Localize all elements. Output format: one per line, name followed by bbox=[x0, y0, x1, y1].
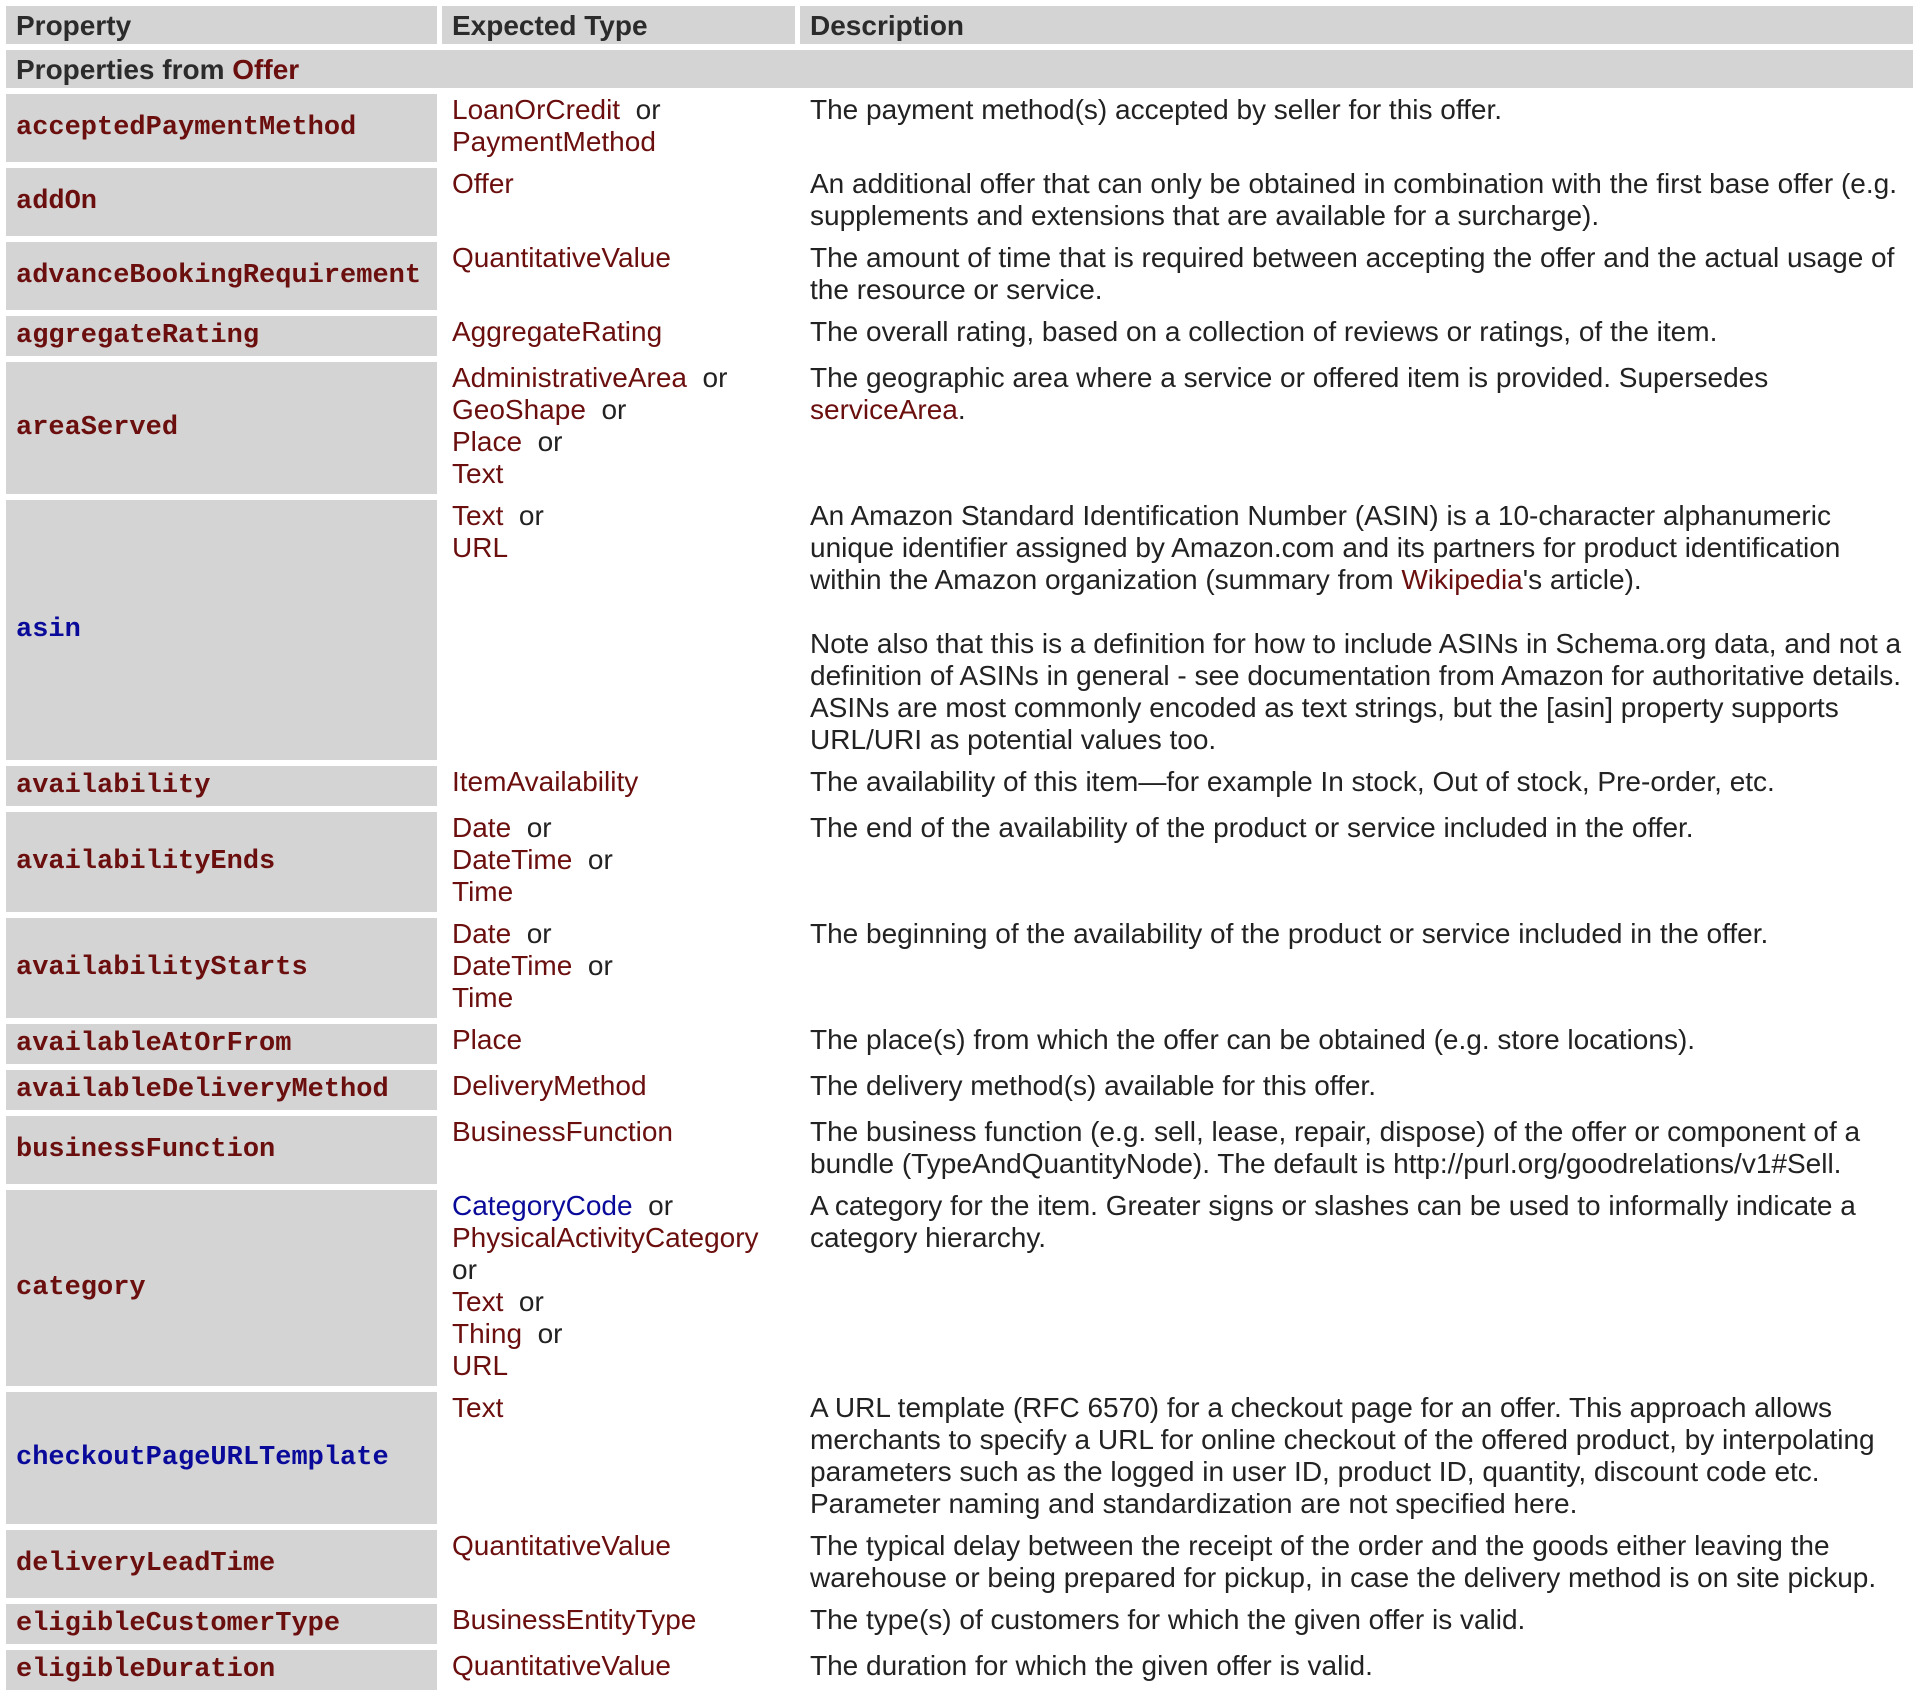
type-link[interactable]: AggregateRating bbox=[452, 316, 663, 347]
or-separator: or bbox=[518, 500, 544, 531]
type-link[interactable]: QuantitativeValue bbox=[452, 1650, 671, 1681]
header-property: Property bbox=[6, 6, 437, 44]
type-link[interactable]: DeliveryMethod bbox=[452, 1070, 647, 1101]
description-text: The place(s) from which the offer can be obtained (e.g. store locations). bbox=[810, 1024, 1696, 1055]
type-entry bbox=[452, 316, 785, 348]
expected-type-cell bbox=[442, 1070, 795, 1110]
type-entry bbox=[452, 982, 785, 1014]
type-link[interactable]: ItemAvailability bbox=[452, 766, 639, 797]
description-text: An additional offer that can only be obtained in combination with the first base offer (e.g. supplements and extensions that are available for a surcharge). bbox=[810, 168, 1897, 231]
description-text: A category for the item. Greater signs or slashes can be used to informally indicate a category hierarchy. bbox=[810, 1190, 1856, 1253]
type-entry bbox=[452, 1116, 785, 1148]
expected-type-cell bbox=[442, 500, 795, 760]
description-cell bbox=[800, 1070, 1913, 1110]
type-entry bbox=[452, 1190, 785, 1222]
or-separator: or bbox=[587, 950, 613, 981]
description-text: . bbox=[957, 394, 966, 425]
type-entry bbox=[452, 1530, 785, 1562]
type-link[interactable]: QuantitativeValue bbox=[452, 242, 671, 273]
property-name-link[interactable]: availableDeliveryMethod bbox=[6, 1070, 437, 1110]
description-text: The typical delay between the receipt of the order and the goods either leaving the warehouse or being prepared for pickup, in case the delivery method is on site pickup. bbox=[810, 1530, 1877, 1593]
description-cell bbox=[800, 1190, 1913, 1386]
table-row bbox=[6, 316, 1913, 356]
expected-type-cell bbox=[442, 1190, 795, 1386]
description-text: The availability of this item—for example In stock, Out of stock, Pre-order, etc. bbox=[810, 766, 1775, 797]
type-link[interactable]: Date bbox=[452, 918, 512, 949]
description-text: The beginning of the availability of the product or service included in the offer. bbox=[810, 918, 1769, 949]
table-row bbox=[6, 1116, 1913, 1184]
description-link[interactable]: serviceArea bbox=[810, 394, 958, 425]
type-entry bbox=[452, 1350, 785, 1382]
type-link[interactable]: QuantitativeValue bbox=[452, 1530, 671, 1561]
table-row bbox=[6, 1024, 1913, 1064]
description-paragraph bbox=[810, 1392, 1903, 1520]
type-link[interactable]: LoanOrCredit bbox=[452, 94, 621, 125]
description-paragraph bbox=[810, 316, 1903, 348]
type-link[interactable]: Time bbox=[452, 982, 514, 1013]
type-link[interactable]: Thing bbox=[452, 1318, 523, 1349]
expected-type-cell bbox=[442, 1650, 795, 1690]
table-header-row bbox=[6, 6, 1913, 44]
property-name-link[interactable]: deliveryLeadTime bbox=[6, 1530, 437, 1598]
type-entry bbox=[452, 394, 785, 426]
description-cell bbox=[800, 500, 1913, 760]
description-text: The business function (e.g. sell, lease, repair, dispose) of the offer or component of a bundle (TypeAndQuantityNode). The default is http://purl.org/goodrelations/v1#Sell. bbox=[810, 1116, 1861, 1179]
property-name-link[interactable]: acceptedPaymentMethod bbox=[6, 94, 437, 162]
expected-type-cell bbox=[442, 812, 795, 912]
type-link[interactable]: BusinessFunction bbox=[452, 1116, 674, 1147]
description-paragraph bbox=[810, 918, 1903, 950]
expected-type-cell bbox=[442, 1024, 795, 1064]
table-row bbox=[6, 1530, 1913, 1598]
description-paragraph bbox=[810, 1530, 1903, 1594]
property-name-link[interactable]: category bbox=[6, 1190, 437, 1386]
type-link[interactable]: Text bbox=[452, 500, 504, 531]
type-link[interactable]: URL bbox=[452, 532, 509, 563]
type-link[interactable]: Text bbox=[452, 1286, 504, 1317]
type-entry bbox=[452, 1286, 785, 1318]
description-cell bbox=[800, 362, 1913, 494]
table-row bbox=[6, 94, 1913, 162]
expected-type-cell bbox=[442, 362, 795, 494]
or-separator: or bbox=[601, 394, 627, 425]
type-entry bbox=[452, 1650, 785, 1682]
description-paragraph bbox=[810, 500, 1903, 596]
description-text: 's article). bbox=[1522, 564, 1642, 595]
expected-type-cell bbox=[442, 1530, 795, 1598]
type-link[interactable]: DateTime bbox=[452, 844, 573, 875]
expected-type-cell bbox=[442, 316, 795, 356]
type-entry bbox=[452, 1604, 785, 1636]
description-cell bbox=[800, 812, 1913, 912]
type-entry bbox=[452, 876, 785, 908]
type-entry bbox=[452, 532, 785, 564]
description-paragraph bbox=[810, 628, 1903, 756]
type-entry bbox=[452, 1222, 785, 1254]
description-text: The type(s) of customers for which the given offer is valid. bbox=[810, 1604, 1526, 1635]
type-link[interactable]: DateTime bbox=[452, 950, 573, 981]
or-separator: or bbox=[537, 1318, 563, 1349]
table-row bbox=[6, 1190, 1913, 1386]
expected-type-cell bbox=[442, 1392, 795, 1524]
property-name-link[interactable]: availabilityEnds bbox=[6, 812, 437, 912]
property-name-link[interactable]: availableAtOrFrom bbox=[6, 1024, 437, 1064]
type-entry bbox=[452, 918, 785, 950]
type-entry bbox=[452, 812, 785, 844]
or-separator: or bbox=[452, 1254, 477, 1285]
table-row bbox=[6, 500, 1913, 760]
type-link[interactable]: PaymentMethod bbox=[452, 126, 656, 157]
table-row bbox=[6, 766, 1913, 806]
property-name-link[interactable]: eligibleDuration bbox=[6, 1650, 437, 1690]
type-link[interactable]: Text bbox=[452, 1392, 504, 1423]
type-entry bbox=[452, 242, 785, 274]
section-offer-link[interactable]: Offer bbox=[232, 54, 300, 85]
table-row bbox=[6, 1604, 1913, 1644]
table-row bbox=[6, 812, 1913, 912]
or-separator: or bbox=[648, 1190, 674, 1221]
type-link[interactable]: AdministrativeArea bbox=[452, 362, 687, 393]
description-cell bbox=[800, 1604, 1913, 1644]
description-paragraph bbox=[810, 1116, 1903, 1180]
description-paragraph bbox=[810, 1024, 1903, 1056]
property-name-link[interactable]: areaServed bbox=[6, 362, 437, 494]
description-cell bbox=[800, 766, 1913, 806]
description-cell bbox=[800, 918, 1913, 1018]
type-entry bbox=[452, 844, 785, 876]
or-separator: or bbox=[635, 94, 661, 125]
description-paragraph bbox=[810, 812, 1903, 844]
properties-table-wrapper bbox=[6, 6, 1918, 1696]
description-text: The delivery method(s) available for this offer. bbox=[810, 1070, 1376, 1101]
type-entry bbox=[452, 1318, 785, 1350]
description-cell bbox=[800, 1530, 1913, 1598]
or-separator: or bbox=[526, 812, 552, 843]
properties-table bbox=[1, 0, 1918, 1696]
expected-type-cell bbox=[442, 94, 795, 162]
or-separator: or bbox=[518, 1286, 544, 1317]
type-link[interactable]: URL bbox=[452, 1350, 509, 1381]
expected-type-cell bbox=[442, 1116, 795, 1184]
or-separator: or bbox=[537, 426, 563, 457]
description-cell bbox=[800, 1650, 1913, 1690]
description-paragraph bbox=[810, 168, 1903, 232]
type-entry bbox=[452, 168, 785, 200]
description-paragraph bbox=[810, 766, 1903, 798]
type-entry bbox=[452, 1070, 785, 1102]
type-link[interactable]: Date bbox=[452, 812, 512, 843]
property-name-link[interactable]: availability bbox=[6, 766, 437, 806]
property-name-link[interactable]: eligibleCustomerType bbox=[6, 1604, 437, 1644]
type-link[interactable]: CategoryCode bbox=[452, 1190, 633, 1221]
header-description: Description bbox=[800, 6, 1913, 44]
type-entry bbox=[452, 950, 785, 982]
type-entry bbox=[452, 1392, 785, 1424]
expected-type-cell bbox=[442, 918, 795, 1018]
description-text: An Amazon Standard Identification Number (ASIN) is a 10-character alphanumeric unique identifier assigned by Amazon.com and its partners for product identification within the Amazon organization (summary from bbox=[810, 500, 1841, 595]
or-line bbox=[452, 1254, 785, 1286]
type-entry bbox=[452, 362, 785, 394]
type-link[interactable]: GeoShape bbox=[452, 394, 586, 425]
section-header-row bbox=[6, 50, 1913, 88]
type-entry bbox=[452, 1024, 785, 1056]
or-separator: or bbox=[587, 844, 613, 875]
or-separator: or bbox=[702, 362, 728, 393]
type-entry bbox=[452, 766, 785, 798]
description-paragraph bbox=[810, 1650, 1903, 1682]
type-entry bbox=[452, 458, 785, 490]
type-link[interactable]: Offer bbox=[452, 168, 514, 199]
expected-type-cell bbox=[442, 766, 795, 806]
section-header bbox=[6, 50, 1913, 88]
expected-type-cell bbox=[442, 168, 795, 236]
type-entry bbox=[452, 94, 785, 126]
section-prefix: Properties from bbox=[16, 54, 233, 85]
description-cell bbox=[800, 1392, 1913, 1524]
table-row bbox=[6, 362, 1913, 494]
description-cell bbox=[800, 94, 1913, 162]
description-paragraph bbox=[810, 1190, 1903, 1254]
description-text: The amount of time that is required between accepting the offer and the actual usage of the resource or service. bbox=[810, 242, 1895, 305]
property-name-link[interactable]: checkoutPageURLTemplate bbox=[6, 1392, 437, 1524]
property-name-link[interactable]: businessFunction bbox=[6, 1116, 437, 1184]
description-paragraph bbox=[810, 1070, 1903, 1102]
table-row bbox=[6, 918, 1913, 1018]
table-row bbox=[6, 1392, 1913, 1524]
property-name-link[interactable]: advanceBookingRequirement bbox=[6, 242, 437, 310]
type-entry bbox=[452, 500, 785, 532]
type-link[interactable]: Place bbox=[452, 426, 523, 457]
table-row bbox=[6, 168, 1913, 236]
description-link[interactable]: Wikipedia bbox=[1401, 564, 1523, 595]
expected-type-cell bbox=[442, 242, 795, 310]
property-name-link[interactable]: aggregateRating bbox=[6, 316, 437, 356]
property-name-link[interactable]: addOn bbox=[6, 168, 437, 236]
table-row bbox=[6, 1650, 1913, 1690]
or-separator: or bbox=[526, 918, 552, 949]
table-body bbox=[6, 50, 1913, 1690]
description-text: A URL template (RFC 6570) for a checkout page for an offer. This approach allows merchants to specify a URL for online checkout of the offered product, by interpolating parameters such as the logged in user ID, product ID, quantity, discount code etc. Parameter naming and standardization are not specified here. bbox=[810, 1392, 1875, 1519]
type-link[interactable]: BusinessEntityType bbox=[452, 1604, 697, 1635]
property-name-link[interactable]: asin bbox=[6, 500, 437, 760]
description-cell bbox=[800, 1024, 1913, 1064]
description-paragraph bbox=[810, 242, 1903, 306]
type-link[interactable]: Place bbox=[452, 1024, 523, 1055]
description-paragraph bbox=[810, 94, 1903, 126]
description-cell bbox=[800, 1116, 1913, 1184]
property-name-link[interactable]: availabilityStarts bbox=[6, 918, 437, 1018]
description-text: The geographic area where a service or offered item is provided. Supersedes bbox=[810, 362, 1769, 393]
expected-type-cell bbox=[442, 1604, 795, 1644]
table-row bbox=[6, 242, 1913, 310]
description-text: The overall rating, based on a collection of reviews or ratings, of the item. bbox=[810, 316, 1718, 347]
description-text: The end of the availability of the product or service included in the offer. bbox=[810, 812, 1694, 843]
description-paragraph bbox=[810, 1604, 1903, 1636]
type-entry bbox=[452, 126, 785, 158]
description-text: The payment method(s) accepted by seller for this offer. bbox=[810, 94, 1503, 125]
description-text: The duration for which the given offer is valid. bbox=[810, 1650, 1373, 1681]
header-expected-type: Expected Type bbox=[442, 6, 795, 44]
type-link[interactable]: PhysicalActivityCategory bbox=[452, 1222, 759, 1253]
description-paragraph bbox=[810, 362, 1903, 426]
type-link[interactable]: Time bbox=[452, 876, 514, 907]
description-cell bbox=[800, 242, 1913, 310]
type-link[interactable]: Text bbox=[452, 458, 504, 489]
type-entry bbox=[452, 426, 785, 458]
description-cell bbox=[800, 316, 1913, 356]
description-text: Note also that this is a definition for how to include ASINs in Schema.org data, and not a definition of ASINs in general - see documentation from Amazon for authoritative details. ASINs are most commonly encoded as text strings, but the [asin] property supports URL/URI as potential values too. bbox=[810, 628, 1902, 755]
description-cell bbox=[800, 168, 1913, 236]
table-row bbox=[6, 1070, 1913, 1110]
